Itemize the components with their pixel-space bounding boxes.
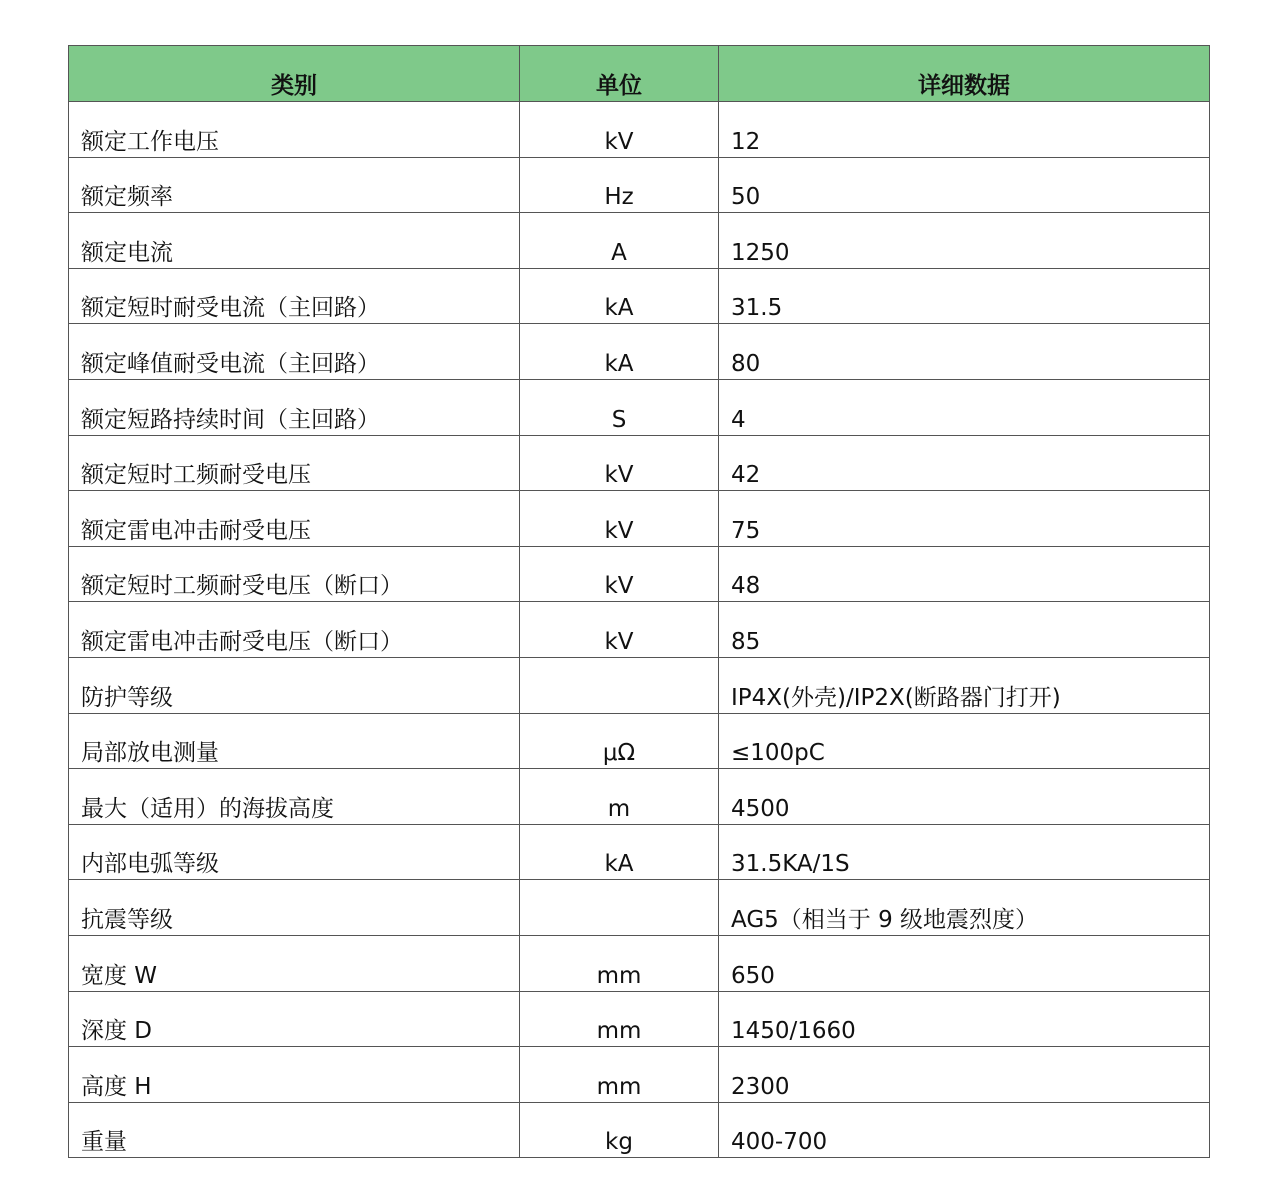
unit-cell: kV [520,102,719,158]
header-details: 详细数据 [719,46,1210,102]
unit-cell: A [520,213,719,269]
value-cell: 75 [719,491,1210,547]
table-row [69,268,1210,324]
table-row [69,769,1210,825]
category-cell: 防护等级 [69,657,520,713]
table-row [69,491,1210,547]
value-cell: ≤100pC [719,713,1210,769]
table-header-row [69,46,1210,102]
unit-cell [520,657,719,713]
value-cell: 42 [719,435,1210,491]
value-cell: 650 [719,935,1210,991]
unit-cell: kV [520,546,719,602]
table-row [69,546,1210,602]
spec-table [68,45,1210,1158]
unit-cell: Hz [520,157,719,213]
category-cell: 额定电流 [69,213,520,269]
category-cell: 额定雷电冲击耐受电压 [69,491,520,547]
unit-cell: kV [520,435,719,491]
category-cell: 重量 [69,1102,520,1158]
value-cell: 12 [719,102,1210,158]
unit-cell: kV [520,602,719,658]
category-cell: 额定频率 [69,157,520,213]
unit-cell: m [520,769,719,825]
unit-cell: mm [520,935,719,991]
unit-cell: mm [520,991,719,1047]
value-cell: IP4X(外壳)/IP2X(断路器门打开) [719,657,1210,713]
table-row [69,935,1210,991]
category-cell: 抗震等级 [69,880,520,936]
value-cell: 2300 [719,1047,1210,1103]
table-row [69,713,1210,769]
table-row [69,1102,1210,1158]
value-cell: 4500 [719,769,1210,825]
value-cell: 80 [719,324,1210,380]
table-row [69,213,1210,269]
value-cell: 48 [719,546,1210,602]
value-cell: 1450/1660 [719,991,1210,1047]
category-cell: 最大（适用）的海拔高度 [69,769,520,825]
category-cell: 额定短路持续时间（主回路） [69,379,520,435]
unit-cell: kg [520,1102,719,1158]
table-row [69,824,1210,880]
category-cell: 额定峰值耐受电流（主回路） [69,324,520,380]
unit-cell: kA [520,824,719,880]
value-cell: 50 [719,157,1210,213]
category-cell: 额定短时耐受电流（主回路） [69,268,520,324]
unit-cell: S [520,379,719,435]
table-row [69,157,1210,213]
table-row [69,379,1210,435]
category-cell: 额定短时工频耐受电压（断口） [69,546,520,602]
value-cell: 4 [719,379,1210,435]
unit-cell: mm [520,1047,719,1103]
table-row [69,1047,1210,1103]
category-cell: 额定雷电冲击耐受电压（断口） [69,602,520,658]
value-cell: 400-700 [719,1102,1210,1158]
table-row [69,991,1210,1047]
unit-cell: kV [520,491,719,547]
header-unit: 单位 [520,46,719,102]
table-row [69,102,1210,158]
table-row [69,602,1210,658]
category-cell: 局部放电测量 [69,713,520,769]
unit-cell [520,880,719,936]
category-cell: 高度 H [69,1047,520,1103]
unit-cell: μΩ [520,713,719,769]
value-cell: 31.5KA/1S [719,824,1210,880]
category-cell: 深度 D [69,991,520,1047]
value-cell: AG5（相当于 9 级地震烈度） [719,880,1210,936]
category-cell: 额定短时工频耐受电压 [69,435,520,491]
header-category: 类别 [69,46,520,102]
table-row [69,657,1210,713]
value-cell: 1250 [719,213,1210,269]
table-row [69,435,1210,491]
unit-cell: kA [520,268,719,324]
table-row [69,880,1210,936]
table-row [69,324,1210,380]
category-cell: 宽度 W [69,935,520,991]
category-cell: 额定工作电压 [69,102,520,158]
category-cell: 内部电弧等级 [69,824,520,880]
value-cell: 31.5 [719,268,1210,324]
unit-cell: kA [520,324,719,380]
value-cell: 85 [719,602,1210,658]
